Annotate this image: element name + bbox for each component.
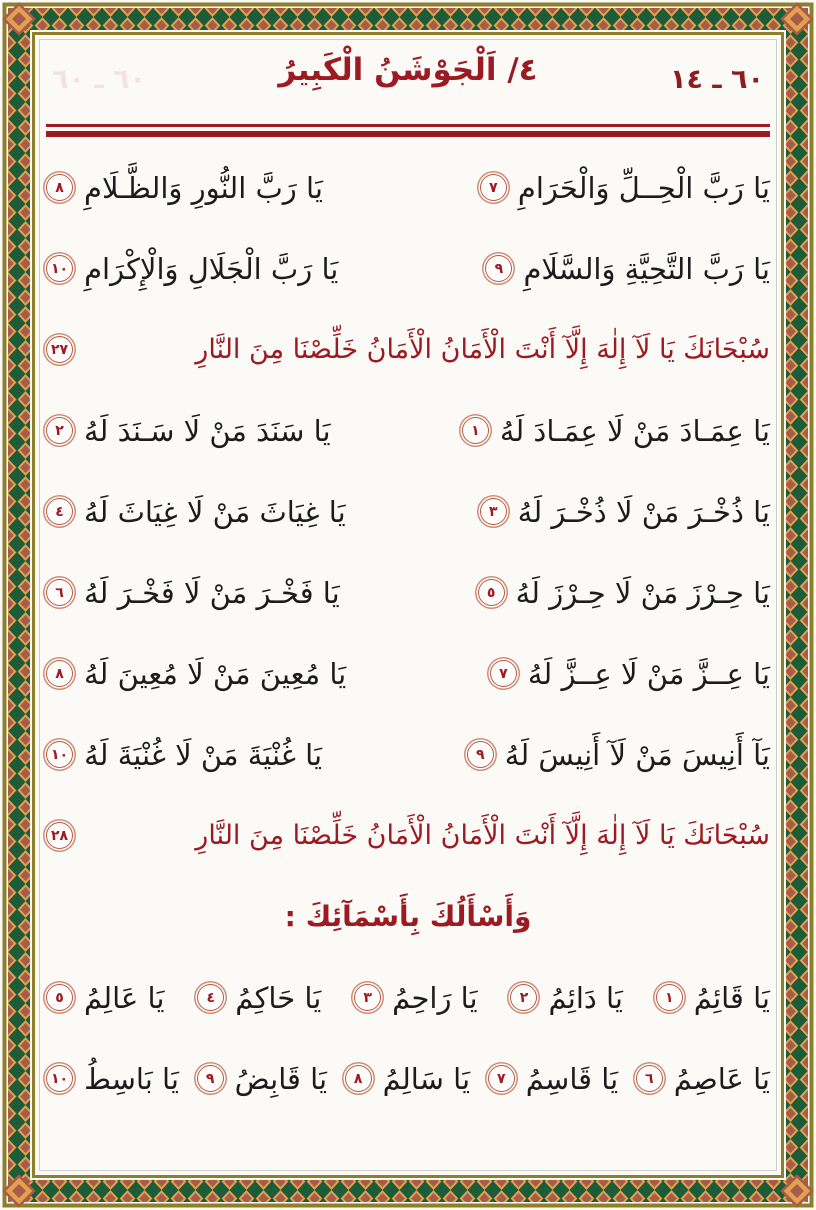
refrain-segment — [46, 334, 770, 365]
dua-text: يَا سَالِمُ — [382, 1061, 471, 1096]
dua-text: يَا حِـرْزَ مَنْ لَا حِـرْزَ لَهُ — [515, 575, 770, 610]
verse-number-marker: ٧ — [488, 1065, 515, 1092]
dua-segment — [480, 171, 770, 205]
dua-text: يَا رَاحِمُ — [392, 980, 478, 1015]
dua-segment — [467, 738, 770, 772]
refrain-text: سُبْحَانَكَ يَا لَآ إِلٰهَ إِلَّآ أَنْتَ الْأَمَانُ الْأَمَانُ خَلِّصْنَا مِنَ النَّارِ — [195, 820, 770, 851]
dua-line — [46, 714, 770, 795]
verse-number-marker: ٨ — [345, 1065, 372, 1092]
dua-text: يَا رَبَّ الْجَلَالِ وَالْإِكْرَامِ — [84, 251, 339, 286]
dua-segment — [510, 981, 622, 1015]
dua-segment — [636, 1062, 770, 1096]
page-content — [46, 44, 770, 1170]
dua-line — [46, 147, 770, 228]
verse-number-marker: ١ — [462, 417, 489, 444]
verse-number-marker: ١٠ — [46, 1065, 73, 1092]
page-number-watermark: ٦٠ ـ ٦٠ — [52, 64, 146, 95]
verse-number-marker: ٨ — [46, 174, 73, 201]
dua-segment — [46, 738, 322, 772]
dua-line — [46, 957, 770, 1038]
verse-number-marker: ٧ — [480, 174, 507, 201]
dua-segment — [488, 1062, 618, 1096]
dua-text: يَا غِيَاثَ مَنْ لَا غِيَاثَ لَهُ — [84, 494, 346, 529]
dua-line — [46, 471, 770, 552]
dua-text: يَا رَبَّ الْحِــلِّ وَالْحَرَامِ — [517, 170, 770, 205]
verse-number-marker: ٩ — [197, 1065, 224, 1092]
dua-line — [46, 1038, 770, 1119]
verse-number-marker: ٢٨ — [46, 822, 73, 849]
verse-number-marker: ٦ — [46, 579, 73, 606]
dua-segment — [480, 495, 770, 529]
dua-segment — [46, 171, 323, 205]
dua-text: يَا غُنْيَةَ مَنْ لَا غُنْيَةَ لَهُ — [84, 737, 323, 772]
verse-number-marker: ١ — [656, 984, 683, 1011]
dua-text: يَا عِمَـادَ مَنْ لَا عِمَـادَ لَهُ — [499, 413, 770, 448]
refrain-text: سُبْحَانَكَ يَا لَآ إِلٰهَ إِلَّآ أَنْتَ الْأَمَانُ الْأَمَانُ خَلِّصْنَا مِنَ النَّارِ — [195, 334, 770, 365]
verse-number-marker: ٩ — [485, 255, 512, 282]
dua-segment — [462, 414, 770, 448]
verse-number-marker: ٥ — [478, 579, 505, 606]
dua-text: يَا سَنَدَ مَنْ لَا سَـنَدَ لَهُ — [84, 413, 331, 448]
dua-segment — [478, 576, 770, 610]
page-number: ٦٠ ـ ١٤ — [670, 64, 764, 95]
verse-number-marker: ٤ — [197, 984, 224, 1011]
verse-number-marker: ٥ — [46, 984, 73, 1011]
dua-segment — [197, 1062, 327, 1096]
verse-number-marker: ٨ — [46, 660, 73, 687]
dua-segment — [490, 657, 770, 691]
refrain-line — [46, 309, 770, 390]
dua-line — [46, 228, 770, 309]
verse-number-marker: ١٠ — [46, 741, 73, 768]
verse-number-marker: ٣ — [354, 984, 381, 1011]
dua-text: يَا رَبَّ النُّورِ وَالظَّـلَامِ — [84, 170, 323, 205]
dua-segment — [197, 981, 321, 1015]
refrain-line — [46, 795, 770, 876]
dua-text: يَآ أَنِيسَ مَنْ لَآ أَنِيسَ لَهُ — [504, 737, 770, 772]
dua-text: يَا عِــزَّ مَنْ لَا عِــزَّ لَهُ — [527, 656, 770, 691]
dua-segment — [46, 576, 340, 610]
dua-text: يَا قَابِضُ — [234, 1061, 328, 1096]
dua-text: يَا ذُخْـرَ مَنْ لَا ذُخْـرَ لَهُ — [517, 494, 770, 529]
dua-line — [46, 552, 770, 633]
dua-line — [46, 390, 770, 471]
verse-number-marker: ٢٧ — [46, 336, 73, 363]
dua-segment — [656, 981, 770, 1015]
dua-text: يَا قَائِمُ — [693, 980, 770, 1015]
dua-text: يَا حَاكِمُ — [235, 980, 322, 1015]
heading-segment — [285, 900, 532, 933]
dua-text: يَا مُعِينَ مَنْ لَا مُعِينَ لَهُ — [84, 656, 347, 691]
dua-text: يَا رَبَّ التَّحِيَّةِ وَالسَّلَامِ — [523, 251, 770, 286]
verse-number-marker: ٢ — [510, 984, 537, 1011]
header-divider-rule — [46, 124, 770, 137]
dua-segment — [345, 1062, 470, 1096]
verse-number-marker: ٩ — [467, 741, 494, 768]
dua-segment — [46, 252, 338, 286]
dua-text: يَا قَاسِمُ — [525, 1061, 619, 1096]
dua-text: يَا دَائِمُ — [548, 980, 623, 1015]
page-title: ٤/ اَلْجَوْشَنُ الْكَبِيرُ — [278, 52, 538, 88]
dua-text: يَا عَاصِمُ — [673, 1061, 770, 1096]
refrain-segment — [46, 820, 770, 851]
verse-number-marker: ٢ — [46, 417, 73, 444]
dua-segment — [46, 657, 346, 691]
dua-segment — [485, 252, 770, 286]
dua-text-block — [46, 147, 770, 1119]
heading-text: وَأَسْأَلُكَ بِأَسْمَآئِكَ : — [284, 900, 532, 933]
dua-text: يَا عَالِمُ — [84, 980, 165, 1015]
verse-number-marker: ٧ — [490, 660, 517, 687]
section-heading-line — [46, 876, 770, 957]
dua-segment — [46, 414, 331, 448]
verse-number-marker: ٦ — [636, 1065, 663, 1092]
page-header — [46, 44, 770, 120]
verse-number-marker: ١٠ — [46, 255, 73, 282]
verse-number-marker: ٣ — [480, 498, 507, 525]
dua-segment — [46, 1062, 179, 1096]
dua-segment — [46, 495, 346, 529]
dua-segment — [354, 981, 477, 1015]
dua-text: يَا فَخْـرَ مَنْ لَا فَخْـرَ لَهُ — [84, 575, 340, 610]
dua-text: يَا بَاسِطُ — [84, 1061, 179, 1096]
verse-number-marker: ٤ — [46, 498, 73, 525]
dua-segment — [46, 981, 164, 1015]
dua-line — [46, 633, 770, 714]
